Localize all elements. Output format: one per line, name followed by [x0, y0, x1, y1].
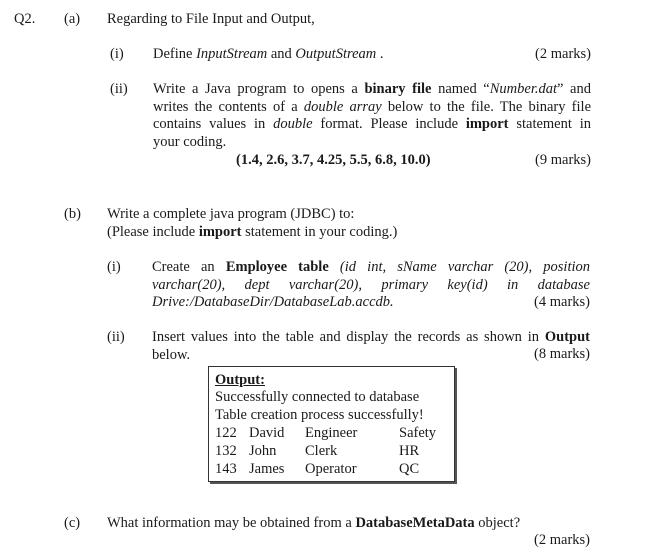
output-row-dept: HR [399, 443, 420, 459]
part-a-i-text: Define InputStream and OutputStream . [153, 46, 384, 62]
part-c-marks: (2 marks) [534, 532, 590, 548]
output-line-created: Table creation process successfully! [215, 407, 424, 423]
part-a-label: (a) [64, 11, 81, 27]
output-row-id: 122 [215, 425, 237, 441]
output-row-name: James [249, 461, 285, 477]
output-box [208, 366, 455, 482]
output-row-name: David [249, 425, 285, 441]
output-row-dept: Safety [399, 425, 437, 441]
output-title: Output: [215, 372, 265, 388]
part-b-note: (Please include import statement in your coding.) [107, 224, 398, 240]
part-a-ii-text: Write a Java program to opens a binary file named “Number.dat” and writes the contents of a double array below to the file. The binary file contains values in double format. Please include import statement in your coding. [153, 81, 591, 150]
output-row-position: Engineer [305, 425, 358, 441]
part-b-ii-text: Insert values into the table and display the records as shown in Output below. [152, 329, 590, 363]
output-row-id: 143 [215, 461, 237, 477]
output-row-position: Clerk [305, 443, 338, 459]
part-c-label: (c) [64, 515, 81, 531]
output-row-position: Operator [305, 461, 357, 477]
part-a-i-marks: (2 marks) [535, 46, 591, 62]
output-row-name: John [249, 443, 277, 459]
output-row-dept: QC [399, 461, 420, 477]
part-a-ii-marks: (9 marks) [535, 152, 591, 168]
part-a-i-label: (i) [110, 46, 124, 62]
part-b-label: (b) [64, 206, 81, 222]
part-a-title: Regarding to File Input and Output, [107, 11, 315, 27]
part-b-i-text: Create an Employee table (id int, sName varchar (20), position varchar(20), dept varchar(20), primary key(id) in database Drive:/DatabaseDir/DatabaseLab.accdb. [152, 259, 591, 310]
part-b-ii-marks: (8 marks) [534, 346, 590, 362]
part-a-ii-label: (ii) [110, 81, 128, 97]
output-line-connected: Successfully connected to database [215, 389, 420, 405]
part-b-ii-label: (ii) [107, 329, 125, 345]
output-row-id: 132 [215, 443, 237, 459]
part-b-i-label: (i) [107, 259, 121, 275]
question-number: Q2. [14, 11, 36, 27]
part-b-title: Write a complete java program (JDBC) to: [107, 206, 355, 222]
double-array-values: (1.4, 2.6, 3.7, 4.25, 5.5, 6.8, 10.0) [236, 152, 431, 168]
part-b-i-marks: (4 marks) [534, 294, 590, 310]
part-c-text: What information may be obtained from a DatabaseMetaData object? [107, 515, 521, 531]
